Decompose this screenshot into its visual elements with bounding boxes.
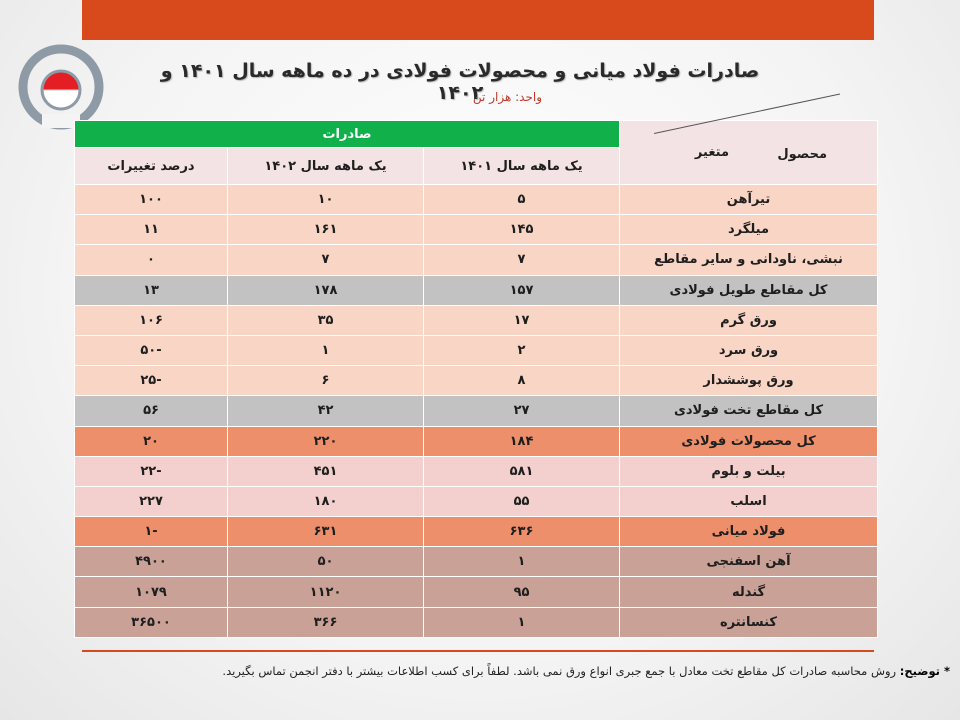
cell-value-1401: ۸ [424, 366, 620, 396]
table-row [75, 426, 878, 456]
association-logo-icon [18, 44, 104, 130]
column-header-change: درصد تغییرات [75, 148, 228, 185]
cell-percent-change: -۲۲ [75, 456, 228, 486]
cell-value-1402: ۶ [228, 366, 424, 396]
table-row [75, 275, 878, 305]
cell-value-1402: ۴۲ [228, 396, 424, 426]
table-row [75, 335, 878, 365]
corner-variable-label: متغیر [694, 145, 730, 160]
table-body [75, 185, 878, 638]
footnote [70, 664, 950, 678]
cell-product: بیلت و بلوم [620, 456, 878, 486]
table-row [75, 486, 878, 516]
cell-value-1401: ۲۷ [424, 396, 620, 426]
cell-product: کل محصولات فولادی [620, 426, 878, 456]
table-row [75, 456, 878, 486]
cell-product: ورق گرم [620, 305, 878, 335]
corner-header [620, 121, 878, 185]
group-header-exports: صادرات [75, 121, 620, 148]
table-row [75, 396, 878, 426]
column-header-1401: یک ماهه سال ۱۴۰۱ [424, 148, 620, 185]
cell-percent-change: ۲۰ [75, 426, 228, 456]
cell-percent-change: ۰ [75, 245, 228, 275]
cell-product: کل مقاطع تخت فولادی [620, 396, 878, 426]
footnote-divider [82, 650, 874, 652]
cell-product: نبشی، ناودانی و سایر مقاطع [620, 245, 878, 275]
column-header-1402: یک ماهه سال ۱۴۰۲ [228, 148, 424, 185]
cell-value-1401: ۱۷ [424, 305, 620, 335]
page-title: صادرات فولاد میانی و محصولات فولادی در ده ماهه سال ۱۴۰۱ و ۱۴۰۲ [160, 60, 760, 104]
cell-percent-change: ۱۱ [75, 215, 228, 245]
table-row [75, 185, 878, 215]
cell-value-1402: ۳۵ [228, 305, 424, 335]
cell-percent-change: ۵۶ [75, 396, 228, 426]
top-accent-bar [82, 0, 874, 40]
cell-value-1401: ۱۴۵ [424, 215, 620, 245]
cell-percent-change: -۵۰ [75, 335, 228, 365]
cell-value-1401: ۵۵ [424, 486, 620, 516]
cell-product: کنسانتره [620, 607, 878, 637]
cell-product: آهن اسفنجی [620, 547, 878, 577]
cell-value-1402: ۳۶۶ [228, 607, 424, 637]
cell-percent-change: ۴۹۰۰ [75, 547, 228, 577]
cell-percent-change: ۱۰۶ [75, 305, 228, 335]
cell-value-1401: ۱ [424, 607, 620, 637]
table-row [75, 215, 878, 245]
cell-value-1401: ۲ [424, 335, 620, 365]
footnote-label: * توضیح: [899, 664, 950, 678]
cell-product: ورق سرد [620, 335, 878, 365]
cell-percent-change: ۱۰۷۹ [75, 577, 228, 607]
cell-product: گندله [620, 577, 878, 607]
cell-value-1401: ۱۵۷ [424, 275, 620, 305]
cell-value-1402: ۴۵۱ [228, 456, 424, 486]
cell-percent-change: ۱۰۰ [75, 185, 228, 215]
cell-product: میلگرد [620, 215, 878, 245]
table-row [75, 577, 878, 607]
cell-product: فولاد میانی [620, 517, 878, 547]
cell-value-1402: ۱۸۰ [228, 486, 424, 516]
cell-product: ورق پوششدار [620, 366, 878, 396]
cell-product: تیرآهن [620, 185, 878, 215]
cell-value-1402: ۱۰ [228, 185, 424, 215]
cell-value-1401: ۵۸۱ [424, 456, 620, 486]
cell-value-1402: ۱۶۱ [228, 215, 424, 245]
corner-product-label: محصول [777, 147, 828, 162]
table-row [75, 245, 878, 275]
cell-percent-change: -۱ [75, 517, 228, 547]
cell-value-1402: ۶۳۱ [228, 517, 424, 547]
unit-label: واحد: هزار تن [472, 90, 542, 104]
cell-percent-change: ۲۲۷ [75, 486, 228, 516]
cell-value-1402: ۱۱۲۰ [228, 577, 424, 607]
export-table [74, 120, 878, 638]
cell-percent-change: -۲۵ [75, 366, 228, 396]
cell-value-1402: ۲۲۰ [228, 426, 424, 456]
footnote-text: روش محاسبه صادرات کل مقاطع تخت معادل با جمع جبری انواع ورق نمی باشد. لطفاً برای کسب اطلاعات بیشتر با دفتر انجمن تماس بگیرید. [222, 664, 897, 678]
table-row [75, 547, 878, 577]
cell-value-1401: ۱۸۴ [424, 426, 620, 456]
cell-value-1402: ۷ [228, 245, 424, 275]
cell-value-1401: ۵ [424, 185, 620, 215]
cell-value-1401: ۶۳۶ [424, 517, 620, 547]
cell-value-1401: ۹۵ [424, 577, 620, 607]
cell-value-1401: ۷ [424, 245, 620, 275]
cell-value-1402: ۵۰ [228, 547, 424, 577]
cell-value-1402: ۱۷۸ [228, 275, 424, 305]
table-row [75, 366, 878, 396]
table-row [75, 607, 878, 637]
table-row [75, 517, 878, 547]
cell-value-1402: ۱ [228, 335, 424, 365]
cell-value-1401: ۱ [424, 547, 620, 577]
cell-percent-change: ۳۶۵۰۰ [75, 607, 228, 637]
cell-percent-change: ۱۳ [75, 275, 228, 305]
table-row [75, 305, 878, 335]
cell-product: کل مقاطع طویل فولادی [620, 275, 878, 305]
cell-product: اسلب [620, 486, 878, 516]
